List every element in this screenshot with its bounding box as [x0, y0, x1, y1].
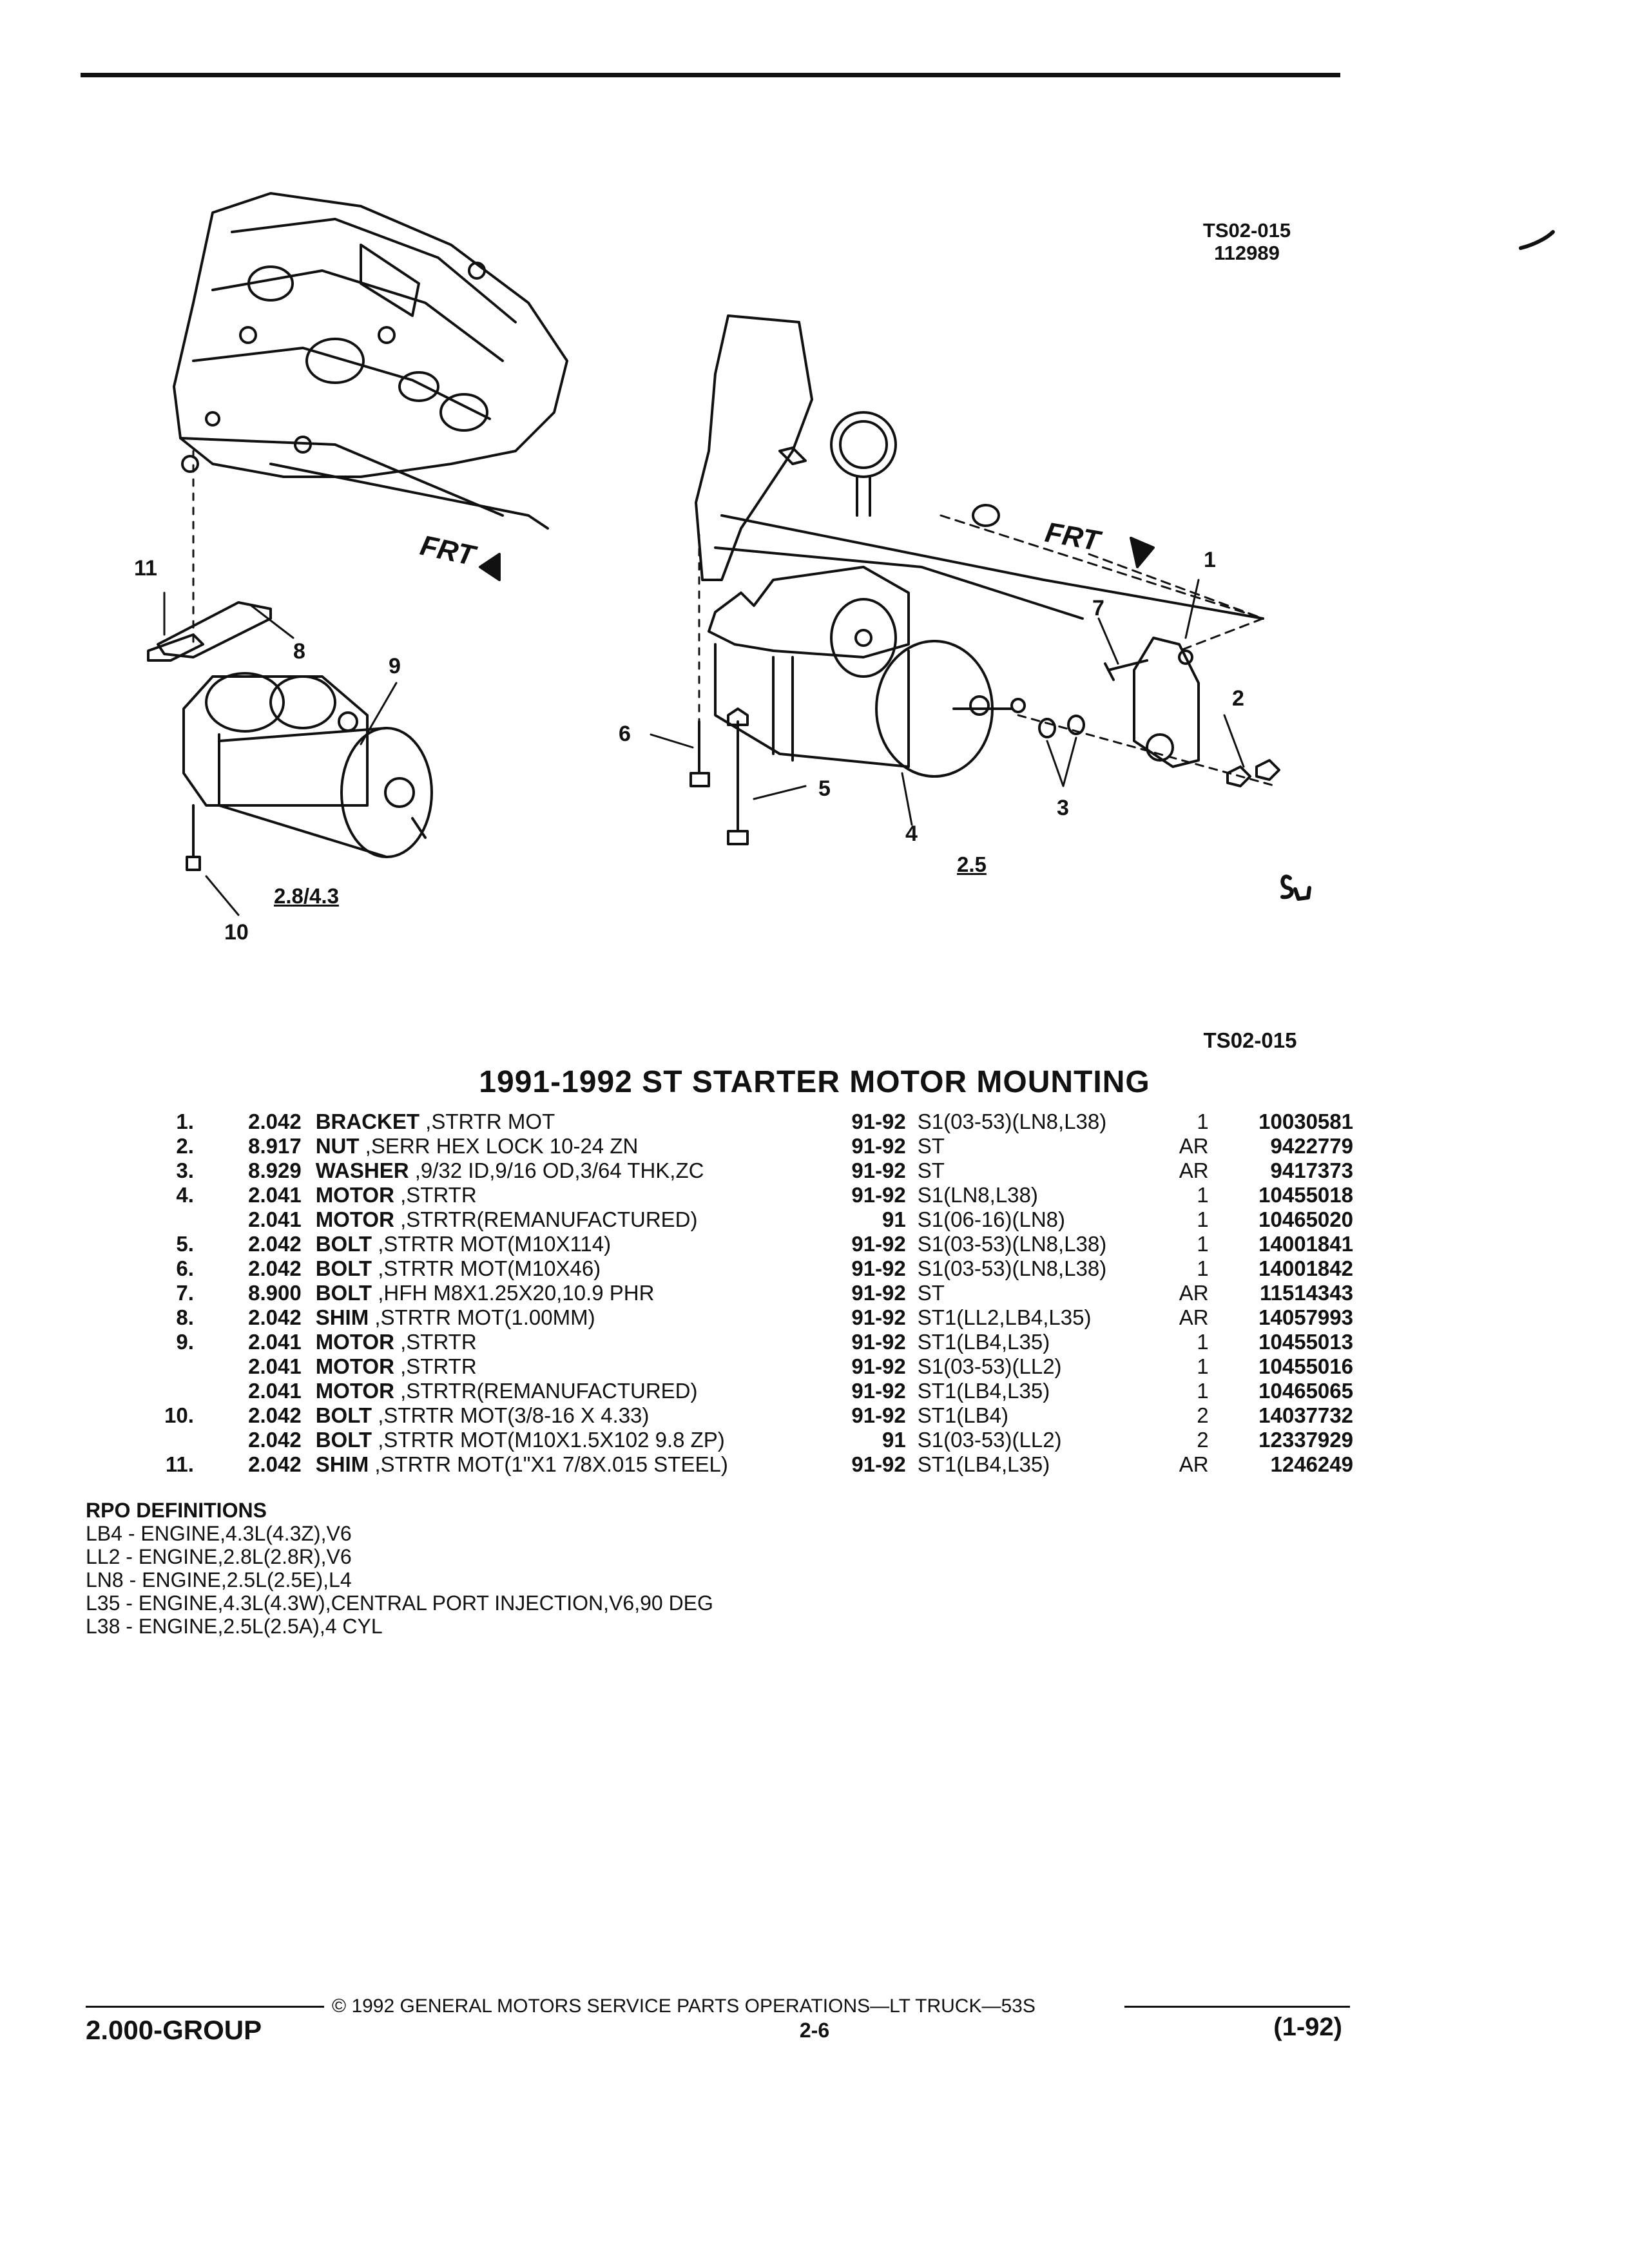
model-years: 91-92: [851, 1281, 906, 1305]
front-label-left: FRT: [417, 529, 477, 572]
figure-code: TS02-015: [1202, 219, 1291, 242]
group-number: 2.042: [248, 1452, 302, 1476]
group-number: 2.041: [248, 1354, 302, 1378]
series: ST1(LB4,L35): [917, 1379, 1050, 1403]
part-name: BOLT: [315, 1256, 372, 1280]
quantity: 1: [1197, 1330, 1209, 1354]
series: S1(LN8,L38): [917, 1183, 1038, 1207]
item-number: 10.: [164, 1403, 194, 1427]
item-number: 5.: [176, 1232, 194, 1256]
description: [316, 1330, 836, 1354]
part-detail: ,STRTR MOT(3/8-16 X 4.33): [372, 1403, 650, 1427]
quantity: 1: [1197, 1110, 1209, 1133]
item-number: 6.: [176, 1256, 194, 1280]
part-number: 12337929: [1258, 1428, 1353, 1452]
part-number: 11514343: [1259, 1281, 1353, 1305]
part-name: BOLT: [315, 1428, 372, 1452]
footer-page-number: 2-6: [799, 2019, 830, 2042]
description: [316, 1183, 836, 1207]
model-years: 91-92: [851, 1110, 906, 1133]
footer-rule-right: [1124, 2006, 1350, 2008]
series: S1(06-16)(LN8): [917, 1207, 1066, 1231]
description: [316, 1110, 836, 1134]
series: ST: [917, 1134, 945, 1158]
quantity: 1: [1197, 1354, 1209, 1378]
part-detail: ,STRTR: [394, 1330, 477, 1354]
callout-4: 4: [905, 822, 918, 846]
table-row: [84, 1379, 1353, 1403]
part-name: BOLT: [315, 1232, 372, 1256]
model-years: 91-92: [851, 1183, 906, 1207]
series: S1(03-53)(LN8,L38): [917, 1110, 1107, 1133]
item-number: [84, 1428, 220, 1452]
series: ST1(LL2,LB4,L35): [917, 1305, 1092, 1329]
part-detail: ,HFH M8X1.25X20,10.9 PHR: [372, 1281, 655, 1305]
model-years: 91-92: [851, 1158, 906, 1182]
model-years: 91-92: [851, 1354, 906, 1378]
part-number: 10465065: [1258, 1379, 1353, 1403]
description: [316, 1428, 836, 1452]
item-number: 8.: [176, 1305, 194, 1329]
description: [316, 1134, 836, 1158]
series: ST1(LB4,L35): [917, 1452, 1050, 1476]
series: ST: [917, 1158, 945, 1182]
quantity: 1: [1197, 1232, 1209, 1256]
part-detail: ,STRTR(REMANUFACTURED): [394, 1207, 698, 1231]
item-number: 7.: [176, 1281, 194, 1305]
quantity: AR: [1179, 1158, 1209, 1182]
table-row: [84, 1256, 1353, 1281]
group-number: 2.041: [248, 1183, 302, 1207]
description: [316, 1452, 836, 1477]
part-name: MOTOR: [315, 1207, 394, 1231]
group-number: 8.900: [248, 1281, 302, 1305]
part-detail: ,SERR HEX LOCK 10-24 ZN: [359, 1134, 639, 1158]
group-number: 2.042: [248, 1403, 302, 1427]
engine-block-right: [696, 316, 1263, 651]
table-row: [84, 1330, 1353, 1354]
model-years: 91-92: [851, 1452, 906, 1476]
starter-motor-right: [709, 567, 1025, 776]
description: [316, 1207, 836, 1232]
model-years: 91-92: [851, 1330, 906, 1354]
quantity: 2: [1197, 1428, 1209, 1452]
figure-code-footer: TS02-015: [1203, 1028, 1297, 1052]
item-number: 2.: [176, 1134, 194, 1158]
table-row: [84, 1452, 1353, 1477]
model-years: 91: [882, 1207, 906, 1231]
table-row: [84, 1207, 1353, 1232]
figure-date-code: 112989: [1214, 242, 1280, 264]
table-row: [84, 1183, 1353, 1207]
rpo-item: L35 - ENGINE,4.3L(4.3W),CENTRAL PORT INJECTION,V6,90 DEG: [86, 1591, 713, 1615]
series: S1(03-53)(LL2): [917, 1354, 1062, 1378]
part-name: MOTOR: [315, 1330, 394, 1354]
callout-3: 3: [1057, 796, 1069, 820]
callout-10: 10: [224, 920, 249, 945]
footer-rule-left: [86, 2006, 324, 2008]
model-years: 91-92: [851, 1305, 906, 1329]
parts-table-body: [84, 1110, 1353, 1477]
part-number: 14037732: [1258, 1403, 1353, 1427]
table-row: [84, 1158, 1353, 1183]
part-number: 14001841: [1258, 1232, 1353, 1256]
group-number: 2.042: [248, 1428, 302, 1452]
rpo-item: LL2 - ENGINE,2.8L(2.8R),V6: [86, 1545, 352, 1568]
description: [316, 1354, 836, 1379]
engine-label-right: 2.5: [957, 852, 987, 876]
part-number: 1246249: [1270, 1452, 1353, 1476]
series: ST: [917, 1281, 945, 1305]
table-row: [84, 1403, 1353, 1428]
description: [316, 1403, 836, 1428]
part-detail: ,STRTR MOT(1"X1 7/8X.015 STEEL): [369, 1452, 728, 1476]
part-number: 14057993: [1258, 1305, 1353, 1329]
part-detail: ,STRTR: [394, 1354, 477, 1378]
model-years: 91-92: [851, 1232, 906, 1256]
description: [316, 1158, 836, 1183]
model-years: 91: [882, 1428, 906, 1452]
quantity: AR: [1179, 1281, 1209, 1305]
rpo-item: LN8 - ENGINE,2.5L(2.5E),L4: [86, 1568, 352, 1591]
callout-1: 1: [1204, 548, 1216, 572]
part-name: BOLT: [315, 1281, 372, 1305]
footer-date: (1-92): [1273, 2013, 1342, 2041]
callout-8: 8: [293, 639, 305, 664]
part-detail: ,STRTR: [394, 1183, 477, 1207]
description: [316, 1379, 836, 1403]
part-detail: ,STRTR(REMANUFACTURED): [394, 1379, 698, 1403]
item-number: 3.: [176, 1158, 194, 1182]
group-number: 2.042: [248, 1232, 302, 1256]
footer-copyright: © 1992 GENERAL MOTORS SERVICE PARTS OPERATIONS—LT TRUCK—53S: [332, 1995, 1036, 2017]
model-years: 91-92: [851, 1256, 906, 1280]
part-name: MOTOR: [315, 1354, 394, 1378]
table-row: [84, 1281, 1353, 1305]
part-detail: ,STRTR MOT(M10X1.5X102 9.8 ZP): [372, 1428, 725, 1452]
rpo-item: L38 - ENGINE,2.5L(2.5A),4 CYL: [86, 1615, 383, 1638]
part-detail: ,STRTR MOT(M10X46): [372, 1256, 601, 1280]
table-row: [84, 1305, 1353, 1330]
quantity: 1: [1197, 1379, 1209, 1403]
part-number: 10455013: [1258, 1330, 1353, 1354]
quantity: AR: [1179, 1305, 1209, 1329]
group-number: 2.041: [248, 1330, 302, 1354]
series: S1(03-53)(LN8,L38): [917, 1232, 1107, 1256]
group-number: 2.042: [248, 1256, 302, 1280]
part-name: MOTOR: [315, 1379, 394, 1403]
series: S1(03-53)(LN8,L38): [917, 1256, 1107, 1280]
series: S1(03-53)(LL2): [917, 1428, 1062, 1452]
group-number: 8.917: [248, 1134, 302, 1158]
item-number: 9.: [176, 1330, 194, 1354]
part-detail: ,STRTR MOT: [419, 1110, 555, 1133]
part-detail: ,STRTR MOT(1.00MM): [369, 1305, 595, 1329]
description: [316, 1305, 836, 1330]
group-number: 2.041: [248, 1207, 302, 1231]
model-years: 91-92: [851, 1403, 906, 1427]
engine-label-left: 2.8/4.3: [274, 884, 339, 908]
footer-group: 2.000-GROUP: [86, 2015, 262, 2045]
part-name: BRACKET: [315, 1110, 420, 1133]
part-number: 10030581: [1258, 1110, 1353, 1133]
part-name: SHIM: [315, 1452, 369, 1476]
callout-9: 9: [389, 654, 401, 678]
part-number: 9417373: [1270, 1158, 1353, 1182]
item-number: [84, 1379, 220, 1403]
front-label-right: FRT: [1043, 516, 1103, 557]
callout-5: 5: [818, 776, 831, 801]
part-detail: ,9/32 ID,9/16 OD,3/64 THK,ZC: [409, 1158, 704, 1182]
part-number: 14001842: [1258, 1256, 1353, 1280]
part-name: NUT: [315, 1134, 360, 1158]
part-detail: ,STRTR MOT(M10X114): [372, 1232, 612, 1256]
part-name: BOLT: [315, 1403, 372, 1427]
table-row: [84, 1354, 1353, 1379]
quantity: 1: [1197, 1183, 1209, 1207]
quantity: AR: [1179, 1452, 1209, 1476]
part-number: 10455016: [1258, 1354, 1353, 1378]
table-row: [84, 1110, 1353, 1134]
item-number: [84, 1354, 220, 1379]
model-years: 91-92: [851, 1134, 906, 1158]
group-number: 8.929: [248, 1158, 302, 1182]
callout-11: 11: [134, 556, 157, 581]
callout-2: 2: [1232, 686, 1244, 711]
series: ST1(LB4,L35): [917, 1330, 1050, 1354]
part-name: SHIM: [315, 1305, 369, 1329]
group-number: 2.041: [248, 1379, 302, 1403]
series: ST1(LB4): [917, 1403, 1008, 1427]
quantity: AR: [1179, 1134, 1209, 1158]
callout-6: 6: [619, 722, 631, 746]
part-number: 10455018: [1258, 1183, 1353, 1207]
part-number: 10465020: [1258, 1207, 1353, 1231]
page-title: 1991-1992 ST STARTER MOTOR MOUNTING: [479, 1065, 1150, 1099]
table-row: [84, 1134, 1353, 1158]
part-name: MOTOR: [315, 1183, 394, 1207]
table-row: [84, 1232, 1353, 1256]
starter-motor-illustration: [0, 0, 1629, 1005]
rpo-item: LB4 - ENGINE,4.3L(4.3Z),V6: [86, 1522, 352, 1545]
part-name: WASHER: [315, 1158, 409, 1182]
description: [316, 1256, 836, 1281]
item-number: [84, 1207, 220, 1232]
quantity: 1: [1197, 1207, 1209, 1231]
callout-7: 7: [1092, 596, 1104, 620]
item-number: 11.: [165, 1452, 194, 1476]
description: [316, 1281, 836, 1305]
item-number: 1.: [176, 1110, 194, 1133]
quantity: 2: [1197, 1403, 1209, 1427]
starter-motor-left: [184, 673, 432, 857]
rpo-title: RPO DEFINITIONS: [86, 1499, 267, 1522]
table-row: [84, 1428, 1353, 1452]
group-number: 2.042: [248, 1110, 302, 1133]
quantity: 1: [1197, 1256, 1209, 1280]
item-number: 4.: [176, 1183, 194, 1207]
model-years: 91-92: [851, 1379, 906, 1403]
group-number: 2.042: [248, 1305, 302, 1329]
engine-block-left: [174, 193, 567, 528]
parts-table: [84, 1110, 1353, 1477]
part-number: 9422779: [1270, 1134, 1353, 1158]
description: [316, 1232, 836, 1256]
